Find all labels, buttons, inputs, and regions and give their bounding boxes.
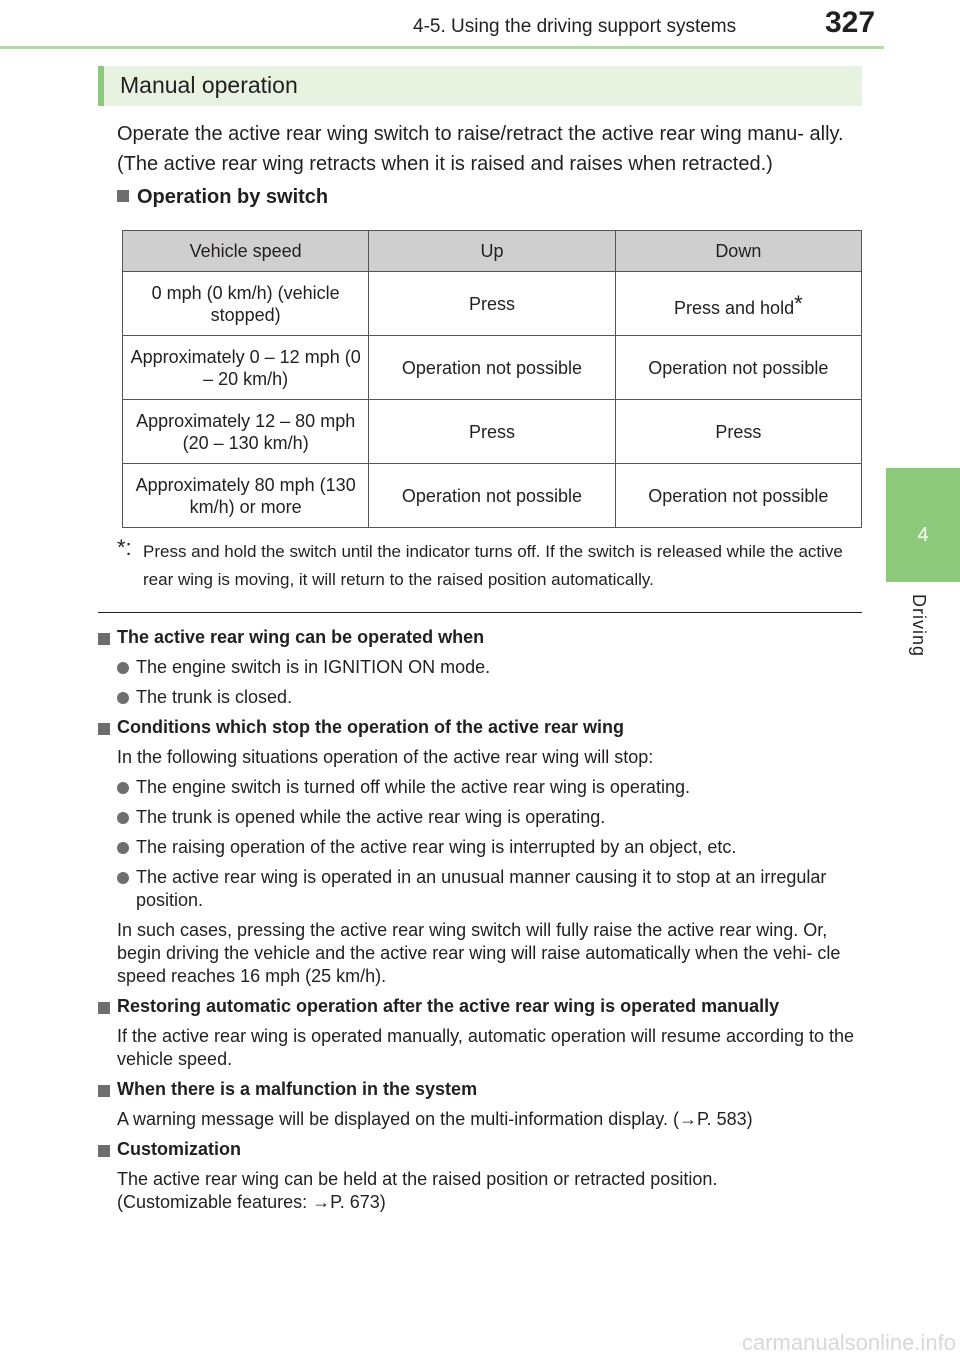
page-number: 327 [825,6,876,39]
intro-paragraph: Operate the active rear wing switch to raise/retract the active rear wing manu- ally. (The active rear wing retracts when it is raised and raises when retracted.) [117,123,844,175]
cell-up: Operation not possible [369,336,615,400]
cross-reference: (Customizable features: →P. 673) [117,1192,386,1212]
bullet-item [117,836,862,859]
note-heading-text: The active rear wing can be operated when [117,627,485,647]
note-heading [98,1078,862,1101]
subheading-text: Operation by switch [137,186,329,208]
footnote-marker: * [794,290,803,316]
footnote-mark: *: [117,535,132,560]
table-row [123,336,862,400]
header-rule [0,46,884,49]
table-row [123,464,862,528]
section-heading-bar [98,66,862,106]
cell-down-text: Press and hold [674,297,795,318]
cell-speed: Approximately 80 mph (130 km/h) or more [123,464,369,528]
bullet-dot-icon [117,872,129,884]
square-bullet-icon [98,723,110,735]
section-title: Manual operation [120,72,298,98]
note-heading-text: Restoring automatic operation after the active rear wing is operated manually [117,996,780,1016]
note-paragraph: In the following situations operation of the active rear wing will stop: [117,747,654,767]
cell-speed: Approximately 0 – 12 mph (0 – 20 km/h) [123,336,369,400]
note-paragraph: If the active rear wing is operated manually, automatic operation will resume according to the vehicle speed. [117,1026,855,1069]
cell-down [615,272,861,336]
note-paragraph [117,1108,862,1131]
col-header-down: Down [615,231,861,272]
cell-up: Press [369,400,615,464]
note-paragraph: In such cases, pressing the active rear wing switch will fully raise the active rear wing. Or, begin driving the vehicle and the active rear wing will raise automatically when the vehi- cle speed reaches 16 mph (25 km/h). [117,920,841,986]
divider [98,612,862,613]
bullet-item [117,686,862,709]
note-paragraph-text: A warning message will be displayed on the multi-information display. (→P. 583) [117,1109,753,1129]
chapter-number: 4 [917,524,929,546]
square-bullet-icon [98,633,110,645]
table-row [123,400,862,464]
bullet-dot-icon [117,662,129,674]
bullet-text: The engine switch is turned off while the active rear wing is operating. [136,777,690,797]
note-heading-text: Customization [117,1139,241,1159]
bullet-text: The trunk is closed. [136,687,293,707]
watermark: carmanualsonline.info [741,1330,956,1355]
cell-speed: Approximately 12 – 80 mph (20 – 130 km/h) [123,400,369,464]
chapter-tab[interactable] [886,468,960,582]
bullet-item [117,806,862,829]
col-header-vehicle-speed: Vehicle speed [123,231,369,272]
table-footnote [117,535,862,594]
bullet-dot-icon [117,782,129,794]
cell-down: Operation not possible [615,336,861,400]
square-bullet-icon [98,1145,110,1157]
header-section-title: 4-5. Using the driving support systems [413,16,737,37]
col-header-up: Up [369,231,615,272]
bullet-dot-icon [117,842,129,854]
cell-down: Operation not possible [615,464,861,528]
note-heading [98,716,862,739]
bullet-dot-icon [117,692,129,704]
footnote-text: Press and hold the switch until the indicator turns off. If the switch is released while the active rear wing is moving, it will return to the raised position automatically. [143,542,843,589]
note-paragraph [117,1168,862,1214]
subheading [117,186,328,209]
note-heading-text: When there is a malfunction in the system [117,1079,478,1099]
bullet-item [117,656,862,679]
table-header-row [123,231,862,272]
bullet-dot-icon [117,812,129,824]
bullet-text: The engine switch is in IGNITION ON mode. [136,657,491,677]
note-heading [98,1138,862,1161]
operation-table [122,230,862,528]
cell-up: Press [369,272,615,336]
square-bullet-icon [117,190,129,202]
bullet-text: The trunk is opened while the active rear wing is operating. [136,807,606,827]
square-bullet-icon [98,1002,110,1014]
cell-speed: 0 mph (0 km/h) (vehicle stopped) [123,272,369,336]
cell-down: Press [615,400,861,464]
bullet-text: The raising operation of the active rear wing is interrupted by an object, etc. [136,837,737,857]
bullet-item [117,866,862,912]
table-row [123,272,862,336]
note-paragraph-text: The active rear wing can be held at the raised position or retracted position. [117,1169,718,1189]
note-heading [98,626,862,649]
note-heading-text: Conditions which stop the operation of the active rear wing [117,717,625,737]
notes-section [98,626,862,1221]
note-heading [98,995,862,1018]
bullet-item [117,776,862,799]
bullet-text: The active rear wing is operated in an unusual manner causing it to stop at an irregular position. [136,867,827,910]
cell-up: Operation not possible [369,464,615,528]
square-bullet-icon [98,1085,110,1097]
chapter-label: Driving [909,594,929,658]
